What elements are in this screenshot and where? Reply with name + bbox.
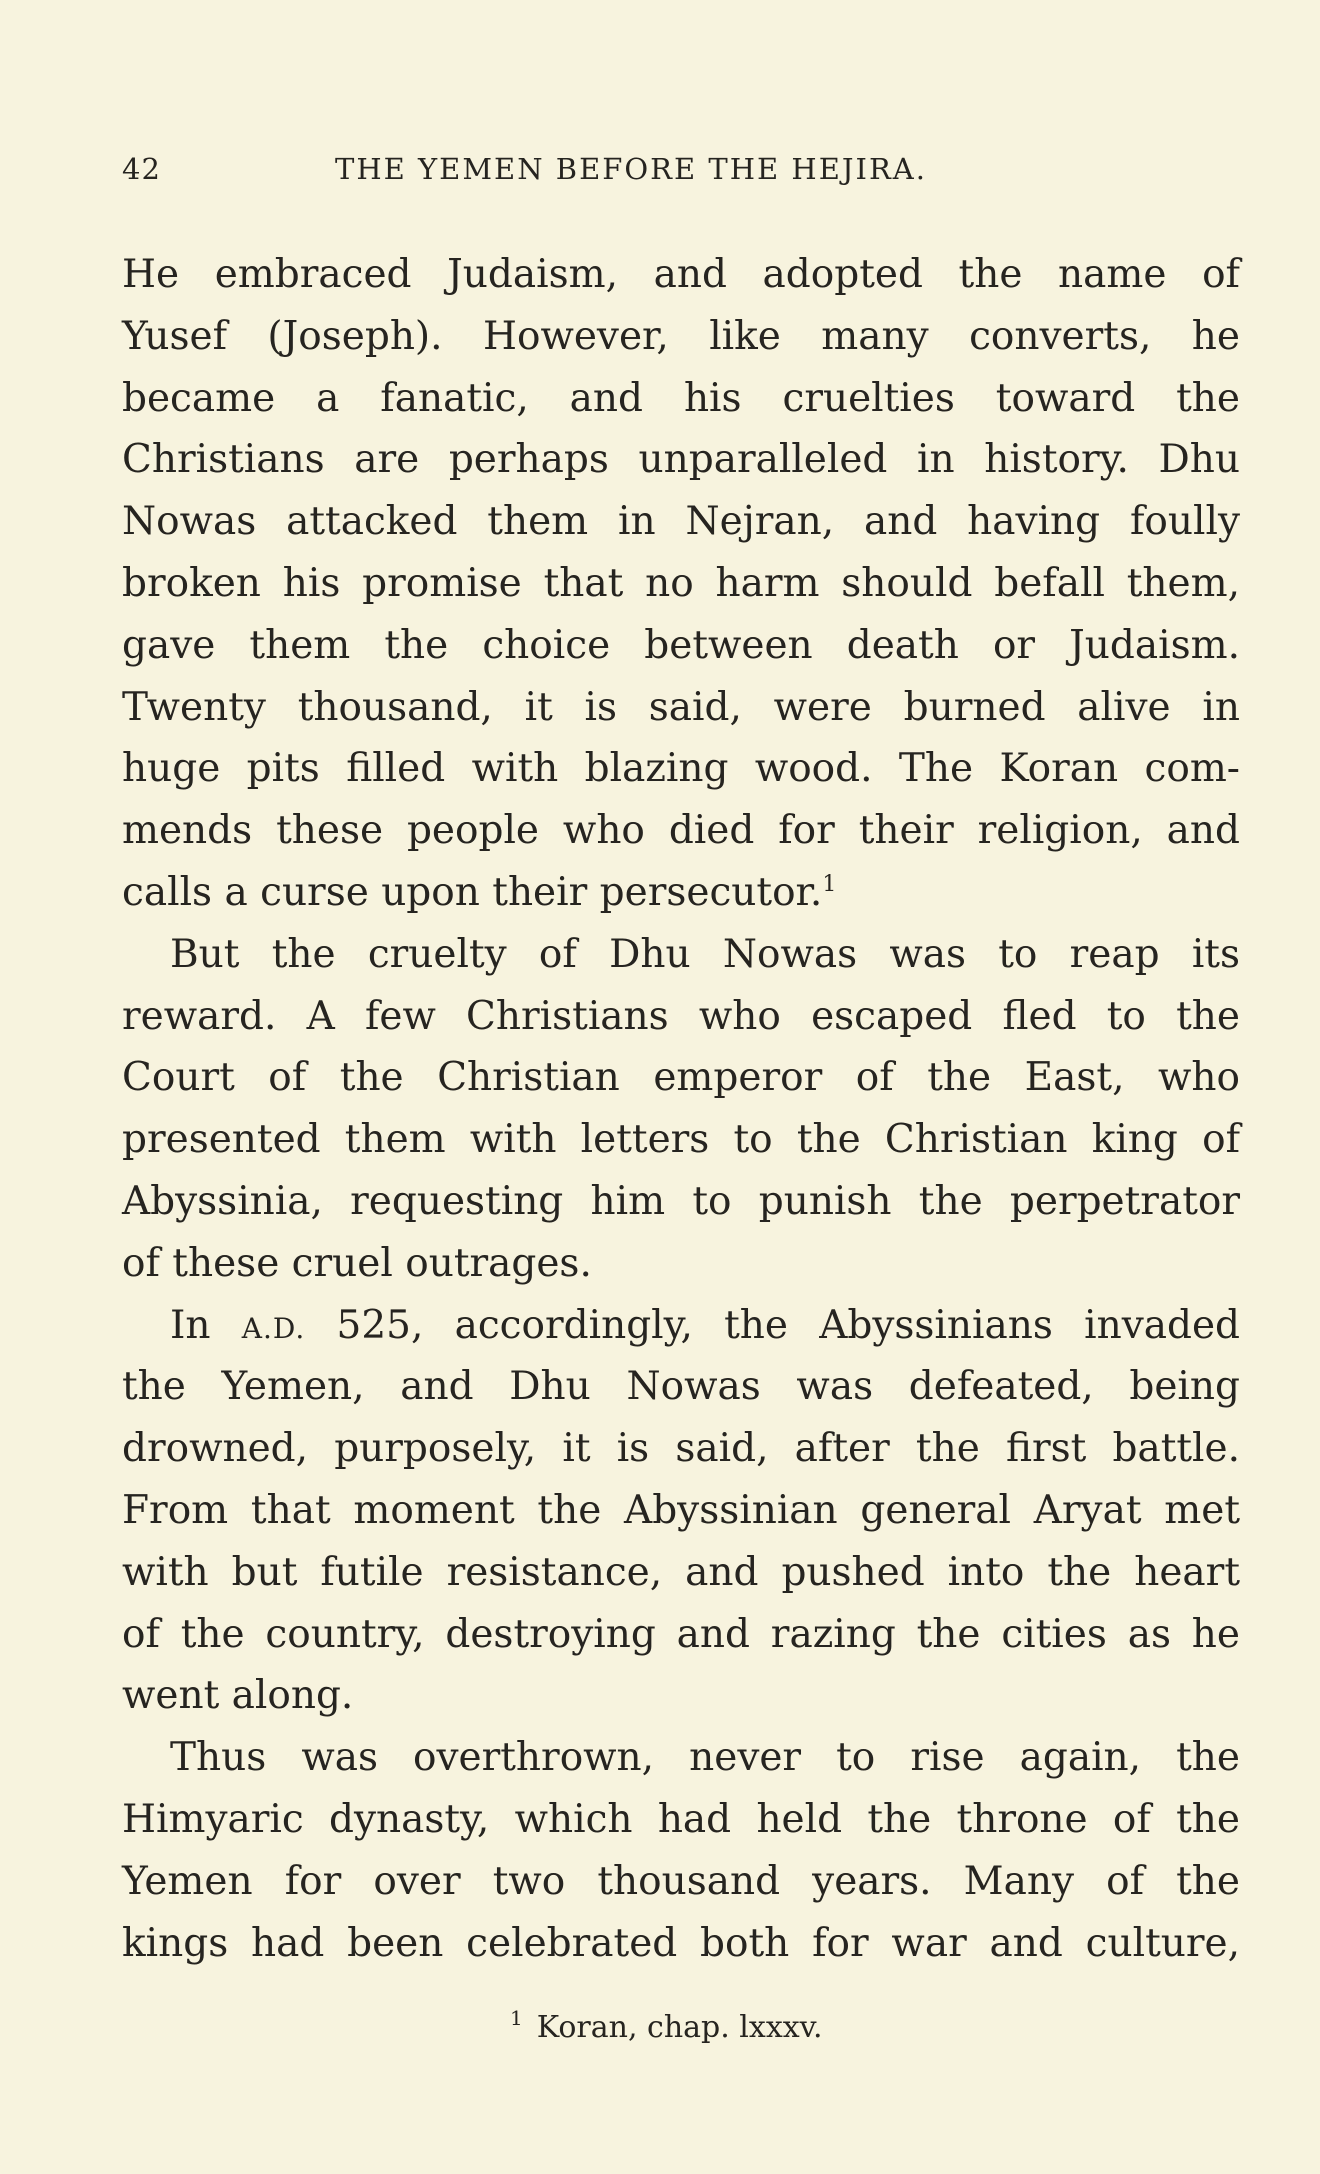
running-title: THE YEMEN BEFORE THE HEJIRA. xyxy=(335,152,927,186)
text-line: Nowas attacked them in Nejran, and having foully xyxy=(122,499,1240,545)
text-line xyxy=(122,1295,1240,1357)
text-line: Abyssinia, requesting him to punish the perpetrator xyxy=(122,1178,1240,1224)
page-number: 42 xyxy=(122,152,161,186)
text-line: presented them with letters to the Christian king of xyxy=(122,1117,1240,1163)
small-caps-abbreviation: A.D. xyxy=(241,1311,306,1345)
text-line: Himyaric dynasty, which had held the throne of the xyxy=(122,1796,1240,1842)
text-line: Yemen for over two thousand years. Many of the xyxy=(122,1858,1240,1904)
text-line: reward. A few Christians who escaped fled to the xyxy=(122,993,1240,1039)
text-line: went along. xyxy=(122,1673,354,1719)
text-line: kings had been celebrated both for war and culture, xyxy=(122,1920,1240,1966)
text-line: From that moment the Abyssinian general Aryat met xyxy=(122,1487,1240,1533)
text-line-rest: 525, accordingly, the Abyssinians invaded xyxy=(336,1302,1241,1348)
footnote-marker: 1 xyxy=(510,2006,523,2030)
footnote-text: Koran, chap. lxxxv. xyxy=(536,2010,823,2045)
text-line: Court of the Christian emperor of the East, who xyxy=(122,1055,1240,1101)
text-line: But the cruelty of Dhu Nowas was to reap its xyxy=(170,931,1240,977)
text-line: mends these people who died for their religion, and xyxy=(122,808,1240,854)
text-line: Twenty thousand, it is said, were burned alive in xyxy=(122,684,1240,730)
footnote-reference: 1 xyxy=(822,871,837,897)
text-line: the Yemen, and Dhu Nowas was defeated, being xyxy=(122,1364,1240,1410)
text-line: became a fanatic, and his cruelties toward the xyxy=(122,375,1240,421)
text-line: Thus was overthrown, never to rise again, the xyxy=(170,1735,1240,1781)
text-line: Christians are perhaps unparalleled in history. Dhu xyxy=(122,437,1240,483)
text-line: huge pits filled with blazing wood. The Koran com- xyxy=(122,746,1240,792)
text-line: of the country, destroying and razing the cities as he xyxy=(122,1611,1240,1657)
text-line-content: calls a curse upon their persecutor. xyxy=(122,869,823,915)
running-head xyxy=(122,152,1240,200)
text-line: of these cruel outrages. xyxy=(122,1240,592,1286)
text-line: with but futile resistance, and pushed into the heart xyxy=(122,1549,1240,1595)
text-line-start: In xyxy=(170,1302,211,1348)
text-line: broken his promise that no harm should befall them, xyxy=(122,560,1240,606)
text-line: Yusef (Joseph). However, like many converts, he xyxy=(122,313,1240,359)
body-text xyxy=(122,244,1240,1974)
text-line xyxy=(122,862,1240,924)
text-line: He embraced Judaism, and adopted the name of xyxy=(122,252,1240,297)
text-line: drowned, purposely, it is said, after the first battle. xyxy=(122,1426,1240,1472)
text-line: gave them the choice between death or Judaism. xyxy=(122,622,1240,668)
footnote xyxy=(510,2006,823,2045)
